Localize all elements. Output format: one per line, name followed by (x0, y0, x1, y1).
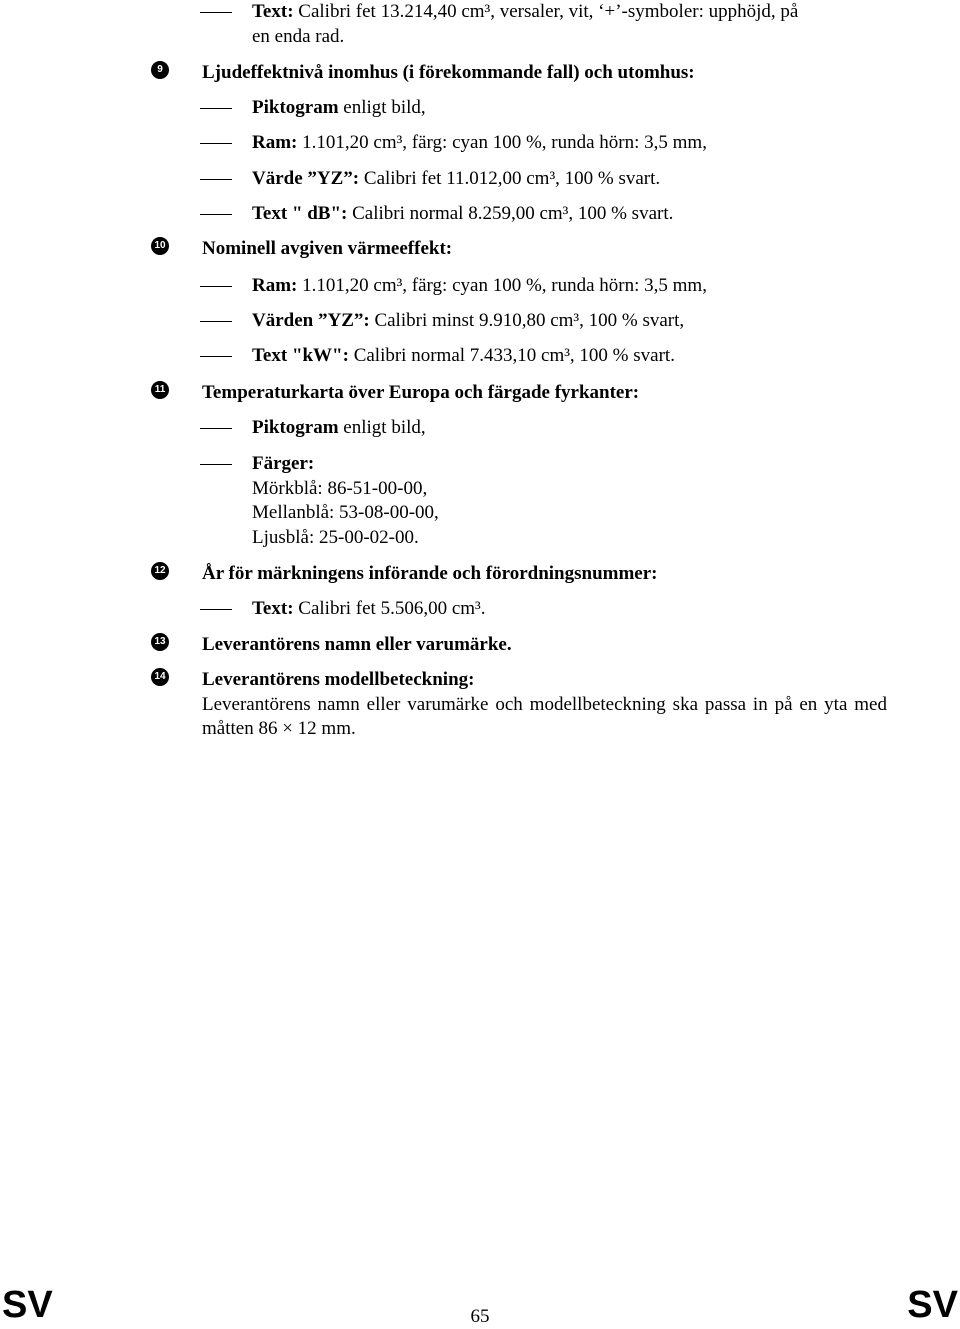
item-number-13: 13 (151, 633, 169, 651)
subitem-label: Värden ”YZ”: (252, 310, 370, 331)
dash-bullet (200, 108, 232, 109)
subitem-label: Färger: (252, 453, 315, 474)
item-number-9: 9 (151, 61, 169, 79)
subitem-text: Calibri normal 8.259,00 cm³, 100 % svart. (347, 203, 674, 224)
subitem-label: Text "kW": (252, 345, 349, 366)
section-heading-9: Ljudeffektnivå inomhus (i förekommande fall) och utomhus: (202, 62, 695, 83)
dash-bullet (200, 356, 232, 357)
color-spec: Ljusblå: 25-00-02-00. (252, 527, 419, 548)
dash-bullet (200, 179, 232, 180)
section-heading-10: Nominell avgiven värmeeffekt: (202, 238, 453, 259)
section-paragraph-14: Leverantörens namn eller varumärke och modellbeteckning ska passa in på en yta med måtten 86 × 12 mm. (202, 694, 887, 739)
item-number-11: 11 (151, 381, 169, 399)
subitem-text: enligt bild, (338, 97, 426, 118)
dash-bullet (200, 214, 232, 215)
subitem-text: Calibri minst 9.910,80 cm³, 100 % svart, (369, 310, 685, 331)
item-number-10: 10 (151, 237, 169, 255)
section-heading-12: År för märkningens införande och förordningsnummer: (202, 563, 658, 584)
subitem-label: Text: (252, 598, 294, 619)
page-number: 65 (470, 1306, 490, 1327)
color-spec: Mellanblå: 53-08-00-00, (252, 502, 439, 523)
dash-bullet (200, 321, 232, 322)
subitem-label: Ram: (252, 275, 298, 296)
section-heading-14: Leverantörens modellbeteckning: (202, 669, 475, 690)
subitem-text: enligt bild, (338, 417, 426, 438)
dash-bullet (200, 609, 232, 610)
subitem-label: Text " dB": (252, 203, 348, 224)
subitem-label: Ram: (252, 132, 298, 153)
section-heading-11: Temperaturkarta över Europa och färgade fyrkanter: (202, 382, 640, 403)
dash-bullet (200, 428, 232, 429)
subitem-text: 1.101,20 cm³, färg: cyan 100 %, runda hörn: 3,5 mm, (297, 132, 707, 153)
dash-bullet (200, 12, 232, 13)
subitem-text: Calibri fet 13.214,40 cm³, versaler, vit, ‘+’-symboler: upphöjd, på (293, 1, 799, 22)
subitem-text: Calibri fet 5.506,00 cm³. (293, 598, 486, 619)
dash-bullet (200, 286, 232, 287)
dash-bullet (200, 143, 232, 144)
language-code-left: SV (2, 1284, 53, 1326)
subitem-label: Piktogram (252, 417, 339, 438)
item-number-14: 14 (151, 668, 169, 686)
item-number-12: 12 (151, 562, 169, 580)
subitem-label: Piktogram (252, 97, 339, 118)
color-spec: Mörkblå: 86-51-00-00, (252, 478, 428, 499)
subitem-text: Calibri fet 11.012,00 cm³, 100 % svart. (359, 168, 661, 189)
subitem-text: Calibri normal 7.433,10 cm³, 100 % svart. (348, 345, 675, 366)
subitem-continuation: en enda rad. (252, 26, 345, 47)
subitem-label: Värde ”YZ”: (252, 168, 360, 189)
dash-bullet (200, 464, 232, 465)
subitem-label: Text: (252, 1, 294, 22)
language-code-right: SV (907, 1284, 958, 1326)
subitem-text: 1.101,20 cm³, färg: cyan 100 %, runda hörn: 3,5 mm, (297, 275, 707, 296)
section-heading-13: Leverantörens namn eller varumärke. (202, 634, 512, 655)
